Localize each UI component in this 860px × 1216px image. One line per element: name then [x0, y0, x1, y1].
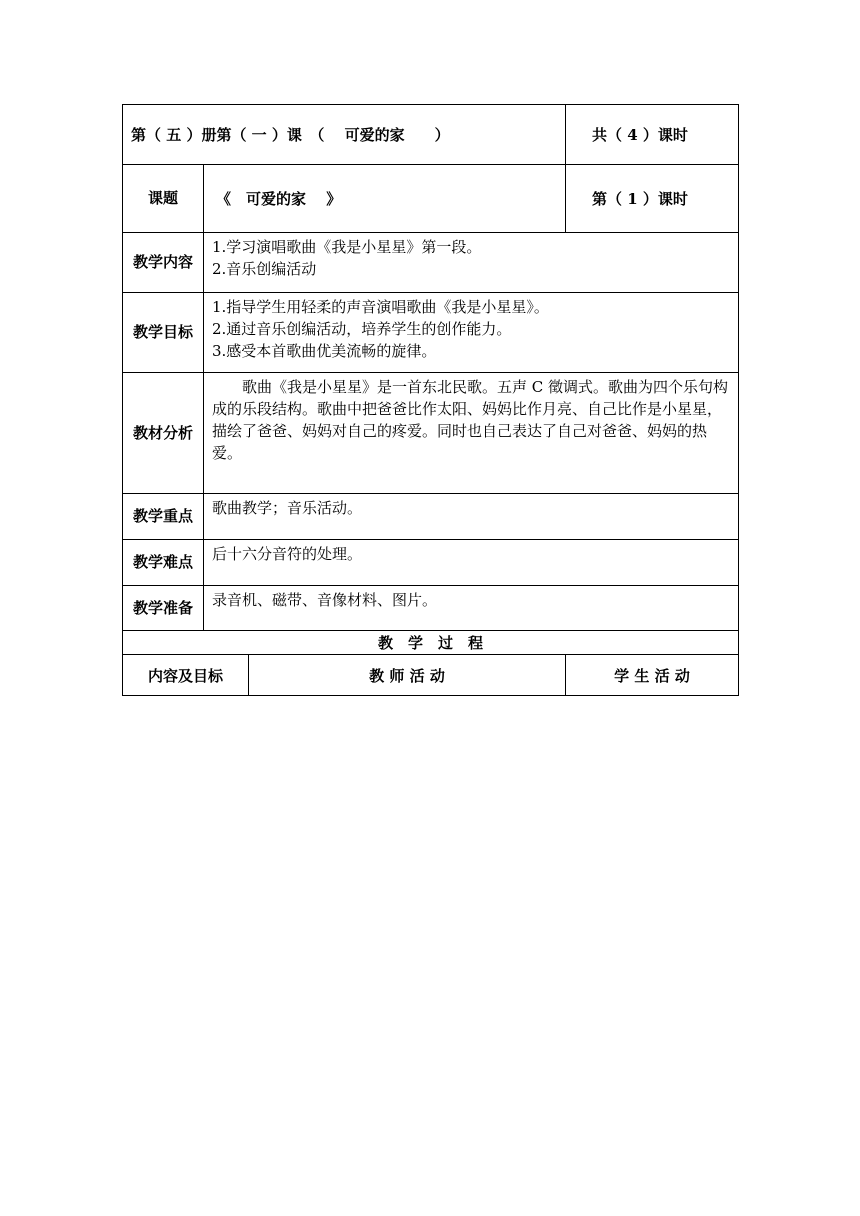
goals-text [204, 293, 739, 373]
lesson-hour: 第（ 1 ）课时 [566, 165, 739, 233]
header-row [123, 105, 739, 165]
goals-label: 教学目标 [123, 293, 204, 373]
analysis-text: 歌曲《我是小星星》是一首东北民歌。五声 C 徵调式。歌曲为四个乐句构成的乐段结构。歌曲中把爸爸比作太阳、妈妈比作月亮、自己比作是小星星，描绘了爸爸、妈妈对自己的疼爱。同时也自己表达了自己对爸爸、妈妈的热爱。 [204, 373, 739, 494]
difficulties-row [123, 540, 739, 586]
preparation-text: 录音机、磁带、音像材料、图片。 [204, 586, 739, 631]
process-header-row [123, 655, 739, 696]
analysis-row [123, 373, 739, 494]
content-label: 教学内容 [123, 233, 204, 293]
content-line: 1.学习演唱歌曲《我是小星星》第一段。 [212, 238, 482, 256]
lesson-plan-table [122, 104, 739, 696]
key-points-row [123, 494, 739, 540]
key-points-text: 歌曲教学；音乐活动。 [204, 494, 739, 540]
topic-value: 《 可爱的家 》 [204, 165, 566, 233]
content-line: 2.音乐创编活动 [212, 260, 317, 278]
goal-line: 1.指导学生用轻柔的声音演唱歌曲《我是小星星》。 [212, 298, 549, 316]
topic-label: 课题 [123, 165, 204, 233]
analysis-label: 教材分析 [123, 373, 204, 494]
column-teacher-activity: 教 师 活 动 [249, 655, 566, 696]
column-content-goals: 内容及目标 [123, 655, 249, 696]
column-student-activity: 学 生 活 动 [566, 655, 739, 696]
content-row [123, 233, 739, 293]
content-text [204, 233, 739, 293]
preparation-label: 教学准备 [123, 586, 204, 631]
key-points-label: 教学重点 [123, 494, 204, 540]
goal-line: 3.感受本首歌曲优美流畅的旋律。 [212, 342, 437, 360]
difficulties-text: 后十六分音符的处理。 [204, 540, 739, 586]
course-line: 第（ 五 ）册第（ 一 ）课 （ 可爱的家 ） [123, 105, 566, 165]
preparation-row [123, 586, 739, 631]
process-title-row [123, 631, 739, 655]
topic-row [123, 165, 739, 233]
goals-row [123, 293, 739, 373]
total-hours: 共（ 4 ）课时 [566, 105, 739, 165]
process-title: 教 学 过 程 [123, 631, 739, 655]
difficulties-label: 教学难点 [123, 540, 204, 586]
goal-line: 2.通过音乐创编活动，培养学生的创作能力。 [212, 320, 512, 338]
